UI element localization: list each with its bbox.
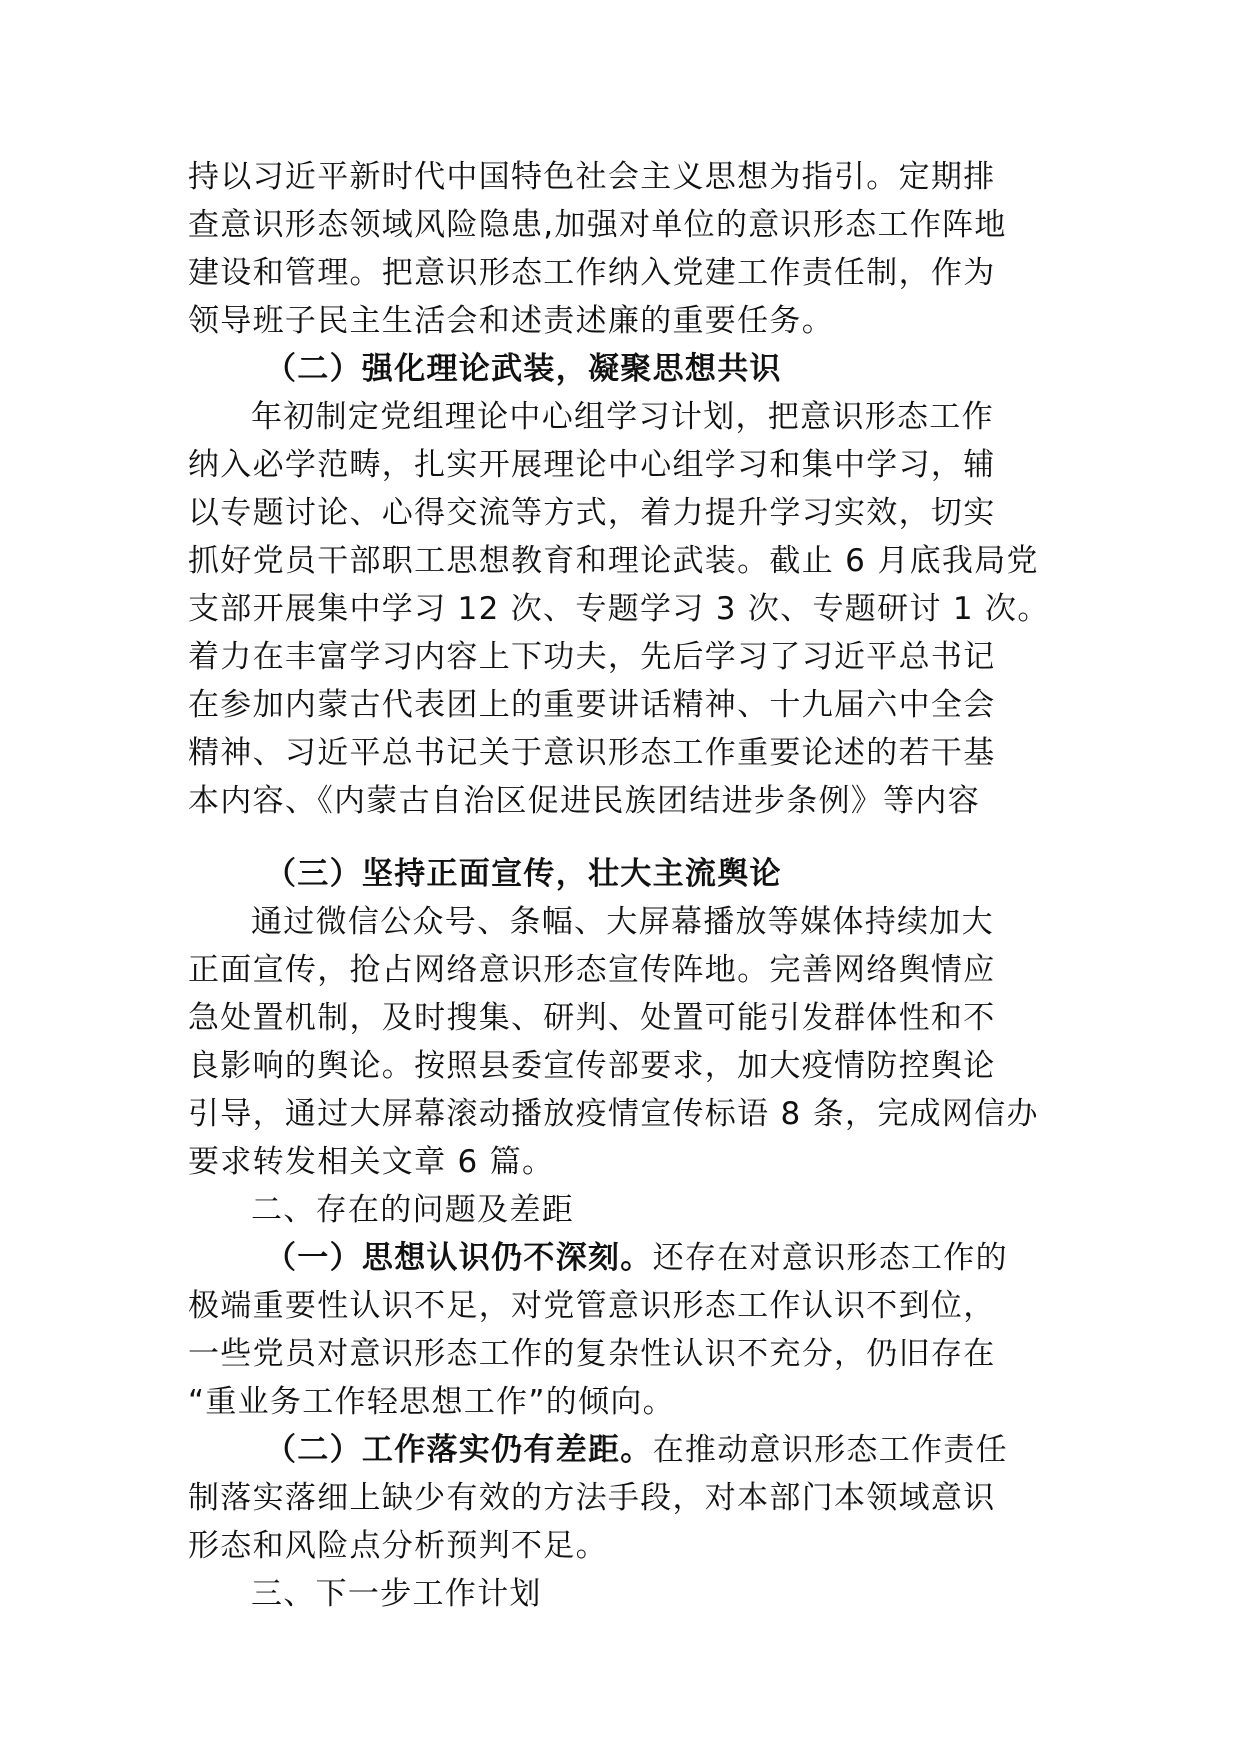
paragraph-line: 通过微信公众号、条幅、大屏幕播放等媒体持续加大 [251,904,994,940]
paragraph-line: 良影响的舆论。按照县委宣传部要求，加大疫情防控舆论 [188,1048,996,1084]
paragraph-line: “重业务工作轻思想工作”的倾向。 [188,1384,675,1420]
problem-one-text: 还存在对意识形态工作的 [652,1240,1008,1276]
paragraph-line: 一些党员对意识形态工作的复杂性认识不充分，仍旧存在 [188,1336,996,1372]
section-heading-problems: 二、存在的问题及差距 [251,1192,574,1228]
paragraph-line: 抓好党员干部职工思想教育和理论武装。截止 6 月底我局党 [188,543,1039,579]
paragraph-line: 引导，通过大屏幕滚动播放疫情宣传标语 8 条，完成网信办 [188,1096,1039,1132]
paragraph-line: 纳入必学范畴，扎实开展理论中心组学习和集中学习，辅 [188,447,996,483]
paragraph-line: 在参加内蒙古代表团上的重要讲话精神、十九届六中全会 [188,687,996,723]
paragraph-line: 着力在丰富学习内容上下功夫，先后学习了习近平总书记 [188,639,996,675]
paragraph-line: 查意识形态领域风险隐患,加强对单位的意识形态工作阵地 [188,207,1007,243]
paragraph-line: 建设和管理。把意识形态工作纳入党建工作责任制，作为 [188,255,996,291]
problem-one-heading: （一）思想认识仍不深刻。 [265,1240,653,1276]
paragraph-line: 要求转发相关文章 6 篇。 [188,1144,555,1180]
problem-one-line [188,1234,1056,1282]
paragraph-line: 本内容、《内蒙古自治区促进民族团结进步条例》等内容 [188,783,980,819]
paragraph-line: 持以习近平新时代中国特色社会主义思想为指引。定期排 [188,159,996,195]
section-heading-strengthen-theory: （二）强化理论武装，凝聚思想共识 [265,351,782,387]
paragraph-line: 支部开展集中学习 12 次、专题学习 3 次、专题研讨 1 次。 [188,591,1050,627]
problem-two-heading: （二）工作落实仍有差距。 [265,1432,653,1468]
paragraph-line: 领导班子民主生活会和述责述廉的重要任务。 [188,303,834,339]
paragraph-line: 形态和风险点分析预判不足。 [188,1528,608,1564]
problem-two-text: 在推动意识形态工作责任 [652,1432,1008,1468]
section-heading-next-plan: 三、下一步工作计划 [251,1576,542,1612]
paragraph-line: 制落实落细上缺少有效的方法手段，对本部门本领域意识 [188,1480,996,1516]
section-heading-positive-publicity: （三）坚持正面宣传，壮大主流舆论 [265,856,782,892]
paragraph-line: 以专题讨论、心得交流等方式，着力提升学习实效，切实 [188,495,996,531]
problem-two-line [188,1426,1056,1474]
paragraph-line: 极端重要性认识不足，对党管意识形态工作认识不到位， [188,1288,996,1324]
paragraph-line: 年初制定党组理论中心组学习计划，把意识形态工作 [251,399,994,435]
document-body [188,153,1056,1618]
paragraph-line: 正面宣传，抢占网络意识形态宣传阵地。完善网络舆情应 [188,952,996,988]
paragraph-gap [188,825,1056,850]
paragraph-line: 急处置机制，及时搜集、研判、处置可能引发群体性和不 [188,1000,996,1036]
paragraph-line: 精神、习近平总书记关于意识形态工作重要论述的若干基 [188,735,996,771]
